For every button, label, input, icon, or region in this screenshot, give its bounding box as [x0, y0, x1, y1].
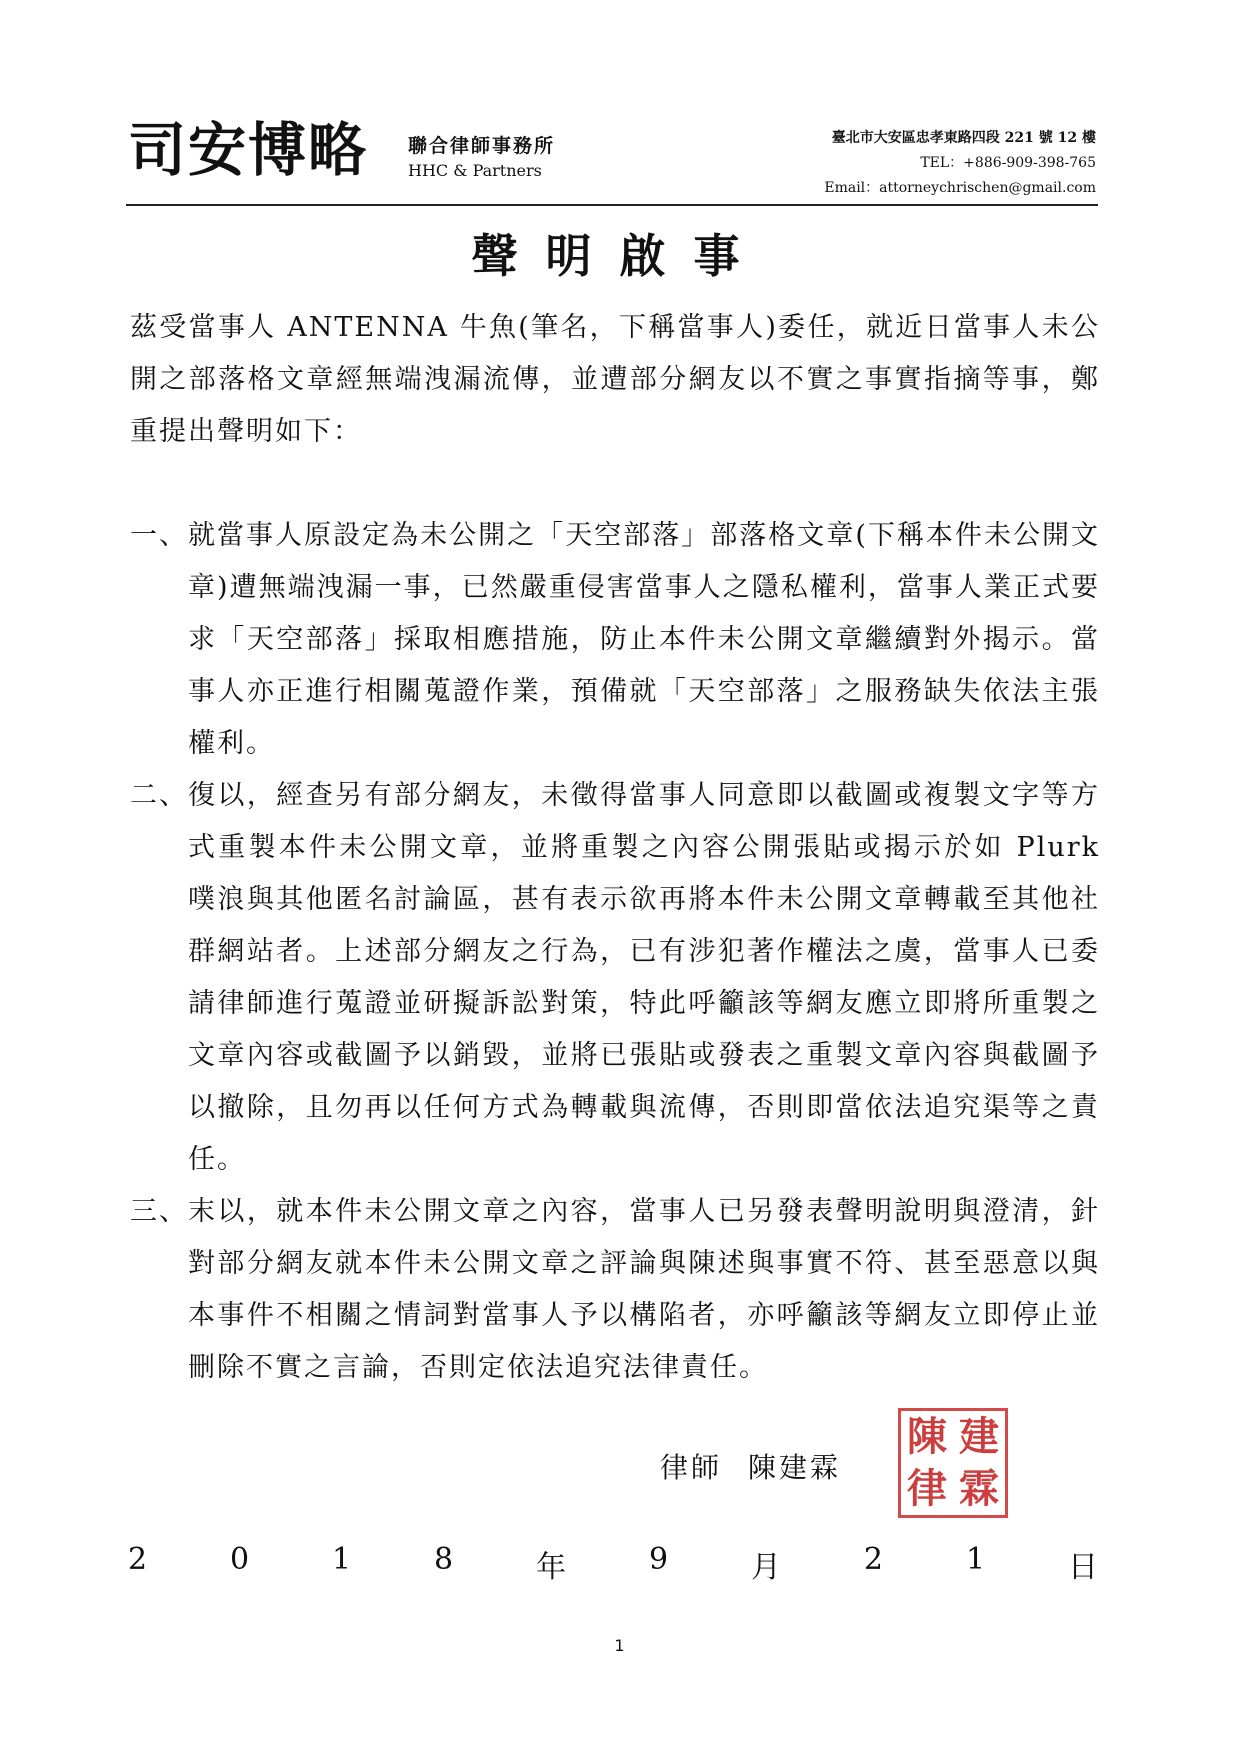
item-number: 一、	[130, 520, 188, 551]
document-title: 聲明啟事	[471, 229, 768, 283]
date-part: 0	[230, 1542, 250, 1577]
firm-name-en: HHC & Partners	[408, 161, 542, 180]
seal-stamp-icon	[898, 1408, 1008, 1518]
page-number: 1	[614, 1636, 625, 1655]
statement-item-3	[130, 1186, 1100, 1394]
signature-line	[660, 1446, 841, 1486]
statement-item-2	[130, 770, 1100, 1186]
seal-char: 陳	[907, 1413, 947, 1460]
date-part: 9	[648, 1542, 669, 1577]
firm-tel: TEL：+886-909-398-765	[920, 155, 1096, 171]
firm-address: 臺北市大安區忠孝東路四段 221 號 12 樓	[831, 130, 1096, 146]
date-part: 1	[332, 1542, 352, 1577]
statement-body	[130, 302, 1100, 1394]
date-part: 8	[434, 1542, 454, 1577]
date-part: 2	[128, 1542, 148, 1577]
document-date	[128, 1542, 1098, 1586]
firm-name-block	[408, 134, 555, 182]
signer-title: 律師	[660, 1451, 723, 1484]
date-part: 1	[965, 1542, 986, 1577]
date-part: 2	[863, 1542, 884, 1577]
firm-logo: 司安博略	[128, 116, 369, 184]
contact-block	[824, 126, 1096, 201]
date-part: 日	[1067, 1550, 1098, 1585]
seal-char: 霖	[959, 1465, 999, 1512]
date-part: 年	[536, 1550, 567, 1585]
seal-char: 建	[959, 1413, 999, 1460]
firm-name-cn: 聯合律師事務所	[408, 135, 556, 157]
seal-char: 律	[907, 1465, 947, 1512]
intro-paragraph: 茲受當事人 ANTENNA 牛魚(筆名，下稱當事人)委任，就近日當事人未公開之部落格文章經無端洩漏流傳，並遭部分網友以不實之事實指摘等事，鄭重提出聲明如下：	[130, 312, 1100, 447]
header-divider	[126, 204, 1098, 206]
statement-item-1	[130, 510, 1100, 770]
item-number: 三、	[130, 1196, 188, 1227]
item-text: 就當事人原設定為未公開之「天空部落」部落格文章(下稱本件未公開文章)遭無端洩漏一事，已然嚴重侵害當事人之隱私權利，當事人業正式要求「天空部落」採取相應措施，防止本件未公開文章繼續對外揭示。當事人亦正進行相關蒐證作業，預備就「天空部落」之服務缺失依法主張權利。	[188, 520, 1100, 759]
statement-items	[130, 510, 1100, 1394]
item-number: 二、	[130, 780, 188, 811]
date-part: 月	[751, 1550, 781, 1585]
item-text: 復以，經查另有部分網友，未徵得當事人同意即以截圖或複製文字等方式重製本件未公開文章，並將重製之內容公開張貼或揭示於如 Plurk 噗浪與其他匿名討論區，甚有表示欲再將本件未公開文章轉載至其他社群網站者。上述部分網友之行為，已有涉犯著作權法之虞，當事人已委請律師進行蒐證並研擬訴訟對策，特此呼籲該等網友應立即將所重製之文章內容或截圖予以銷毀，並將已張貼或發表之重製文章內容與截圖予以撤除，且勿再以任何方式為轉載與流傳，否則即當依法追究渠等之責任。	[188, 780, 1100, 1175]
letterhead	[128, 112, 1096, 204]
signer-name: 陳建霖	[748, 1451, 842, 1484]
item-text: 末以，就本件未公開文章之內容，當事人已另發表聲明說明與澄清，針對部分網友就本件未公開文章之評論與陳述與事實不符、甚至惡意以與本事件不相關之情詞對當事人予以構陷者，亦呼籲該等網友立即停止並刪除不實之言論，否則定依法追究法律責任。	[188, 1196, 1100, 1383]
firm-email: Email：attorneychrischen@gmail.com	[824, 180, 1096, 196]
